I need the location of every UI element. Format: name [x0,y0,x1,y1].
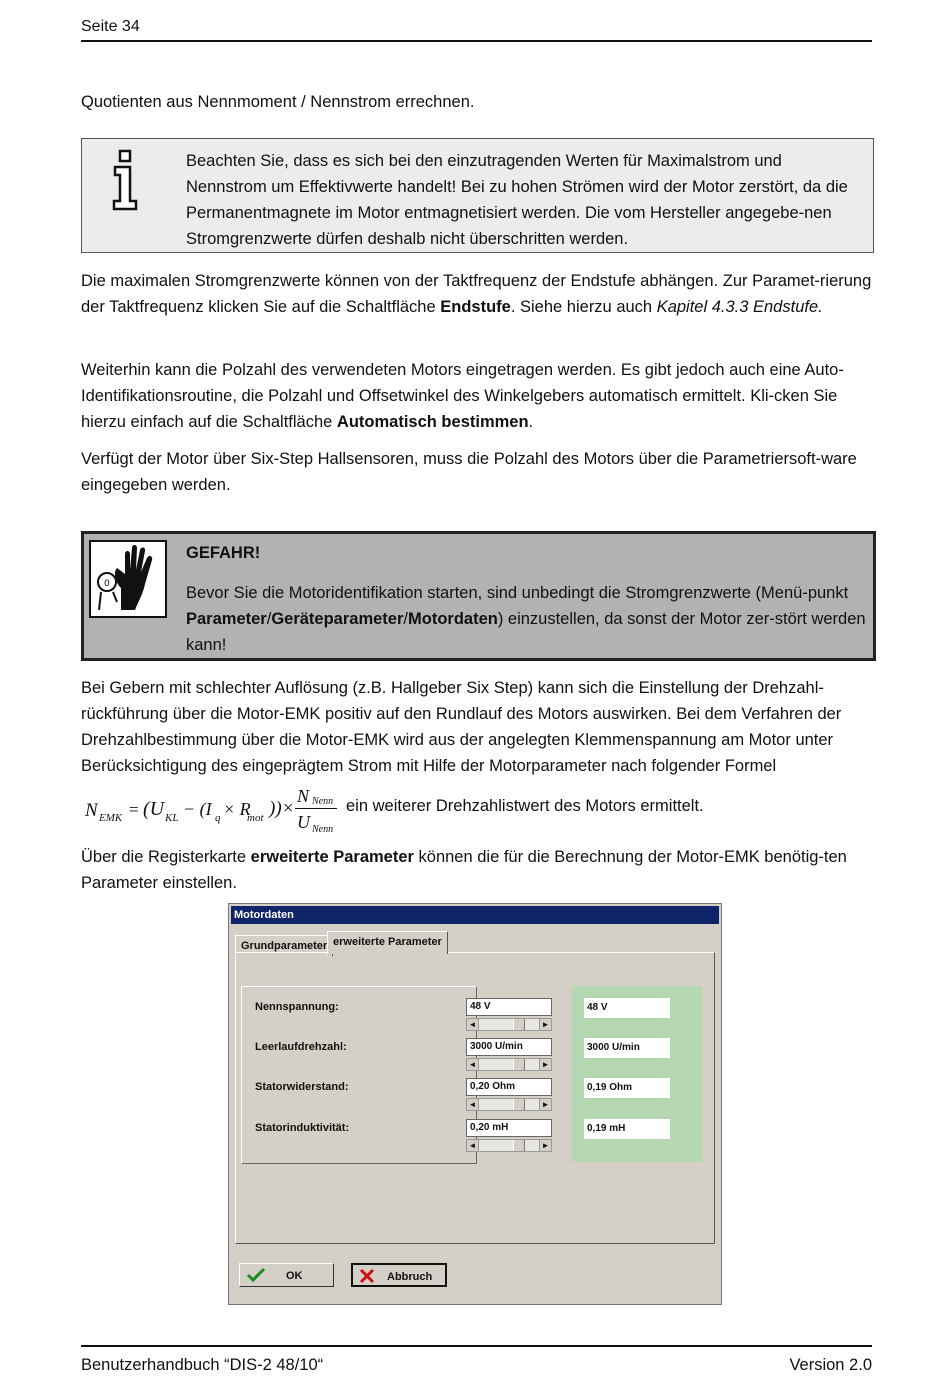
info-note [81,138,874,253]
label-nennspannung: Nennspannung: [255,1001,339,1013]
slider-leerlaufdrehzahl[interactable]: ◄ ► [466,1058,552,1071]
info-note-text: Beachten Sie, dass es sich bei den einzutragenden Werten für Maximalstrom und Nennstrom um Effektivwerte handelt! Bei zu hohen Strömen wird der Motor zerstört, da die Permanentmagnete im Motor entmagnetisiert werden. Die vom Hersteller angegebe-nen Stromgrenzwerte dürfen deshalb nicht überschritten werden. [186,152,848,248]
svg-text:0: 0 [104,579,110,589]
input-statorwiderstand[interactable]: 0,20 Ohm [466,1078,552,1096]
readout-statorinduktivitaet: 0,19 mH [584,1119,670,1139]
paragraph-intro: Quotienten aus Nennmoment / Nennstrom errechnen. [81,93,475,111]
input-statorinduktivitaet[interactable]: 0,20 mH [466,1119,552,1137]
paragraph-taktfrequenz: Die maximalen Stromgrenzwerte können von der Taktfrequenz der Endstufe abhängen. Zur Paramet-rierung der Taktfrequenz klicken Sie auf die Schaltfläche Endstufe. Siehe hierzu auch Kapitel 4.3.3 Endstufe. [81,272,872,316]
danger-title: GEFAHR! [186,544,261,562]
dialog-title: Motordaten [231,906,719,924]
paragraph-polzahl: Weiterhin kann die Polzahl des verwendeten Motors eingetragen werden. Es gibt jedoch auch eine Auto-Identifikationsroutine, die Polzahl und Offsetwinkel des Winkelgebers automatisch ermittelt. Kli-cken Sie hierzu einfach auf die Schaltfläche Automatisch bestimmen. [81,361,844,431]
tab-grundparameter[interactable]: Grundparameter [235,935,333,956]
readout-nennspannung: 48 V [584,998,670,1018]
chapter-reference: Kapitel 4.3.3 Endstufe. [656,298,823,316]
danger-text: Bevor Sie die Motoridentifikation starten, sind unbedingt die Stromgrenzwerte (Menü-punkt Parameter/Geräteparameter/Motordaten) einzustellen, da sonst der Motor zer-stört werden kann! [186,584,866,654]
label-statorinduktivitaet: Statorinduktivität: [255,1122,350,1134]
endstufe-term: Endstufe [440,298,511,316]
slider-statorinduktivitaet[interactable]: ◄ ► [466,1139,552,1152]
danger-note [81,531,876,661]
slider-nennspannung[interactable]: ◄ ► [466,1018,552,1031]
input-leerlaufdrehzahl[interactable]: 3000 U/min [466,1038,552,1056]
formula-tail-text: ein weiterer Drehzahlistwert des Motors ermittelt. [346,797,704,815]
input-nennspannung[interactable]: 48 V [466,998,552,1016]
close-icon [359,1268,375,1284]
label-statorwiderstand: Statorwiderstand: [255,1081,349,1093]
emk-formula: N EMK = (U KL − (I q × R mot ))× N Nenn U Nenn [85,786,345,841]
label-leerlaufdrehzahl: Leerlaufdrehzahl: [255,1041,347,1053]
motordaten-dialog [228,903,722,1305]
footer-manual-title: Benutzerhandbuch “DIS-2 48/10“ [81,1356,324,1374]
paragraph-motor-emk: Bei Gebern mit schlechter Auflösung (z.B. Hallgeber Six Step) kann sich die Einstellung der Drehzahl-rückführung über die Motor-EMK positiv auf den Rundlauf des Motors auswirken. Bei dem Verfahren der Drehzahlbestimmung über die Motor-EMK wird aus der angelegten Klemmenspannung am Motor unter Berücksichtigung des eingeprägtem Strom mit Hilfe der Motorparameter nach folgender Formel [81,679,842,775]
readout-leerlaufdrehzahl: 3000 U/min [584,1038,670,1058]
ok-button[interactable]: OK [239,1263,334,1287]
cancel-button[interactable]: Abbruch [351,1263,447,1287]
paragraph-registerkarte: Über die Registerkarte erweiterte Parameter können die für die Berechnung der Motor-EMK benötig-ten Parameter einstellen. [81,848,847,892]
page-number: Seite 34 [81,18,140,35]
info-icon [112,149,138,211]
auto-button-term: Automatisch bestimmen [336,413,529,431]
readout-statorwiderstand: 0,19 Ohm [584,1078,670,1098]
danger-hand-icon [89,540,167,618]
checkmark-icon [246,1267,266,1283]
footer-rule [81,1345,872,1347]
footer-version: Version 2.0 [789,1356,872,1374]
header-rule [81,40,872,42]
tab-erweiterte-parameter[interactable]: erweiterte Parameter [327,931,448,954]
paragraph-hallsensoren: Verfügt der Motor über Six-Step Hallsensoren, muss die Polzahl des Motors über die Parametriersoft-ware eingegeben werden. [81,450,857,494]
slider-statorwiderstand[interactable]: ◄ ► [466,1098,552,1111]
